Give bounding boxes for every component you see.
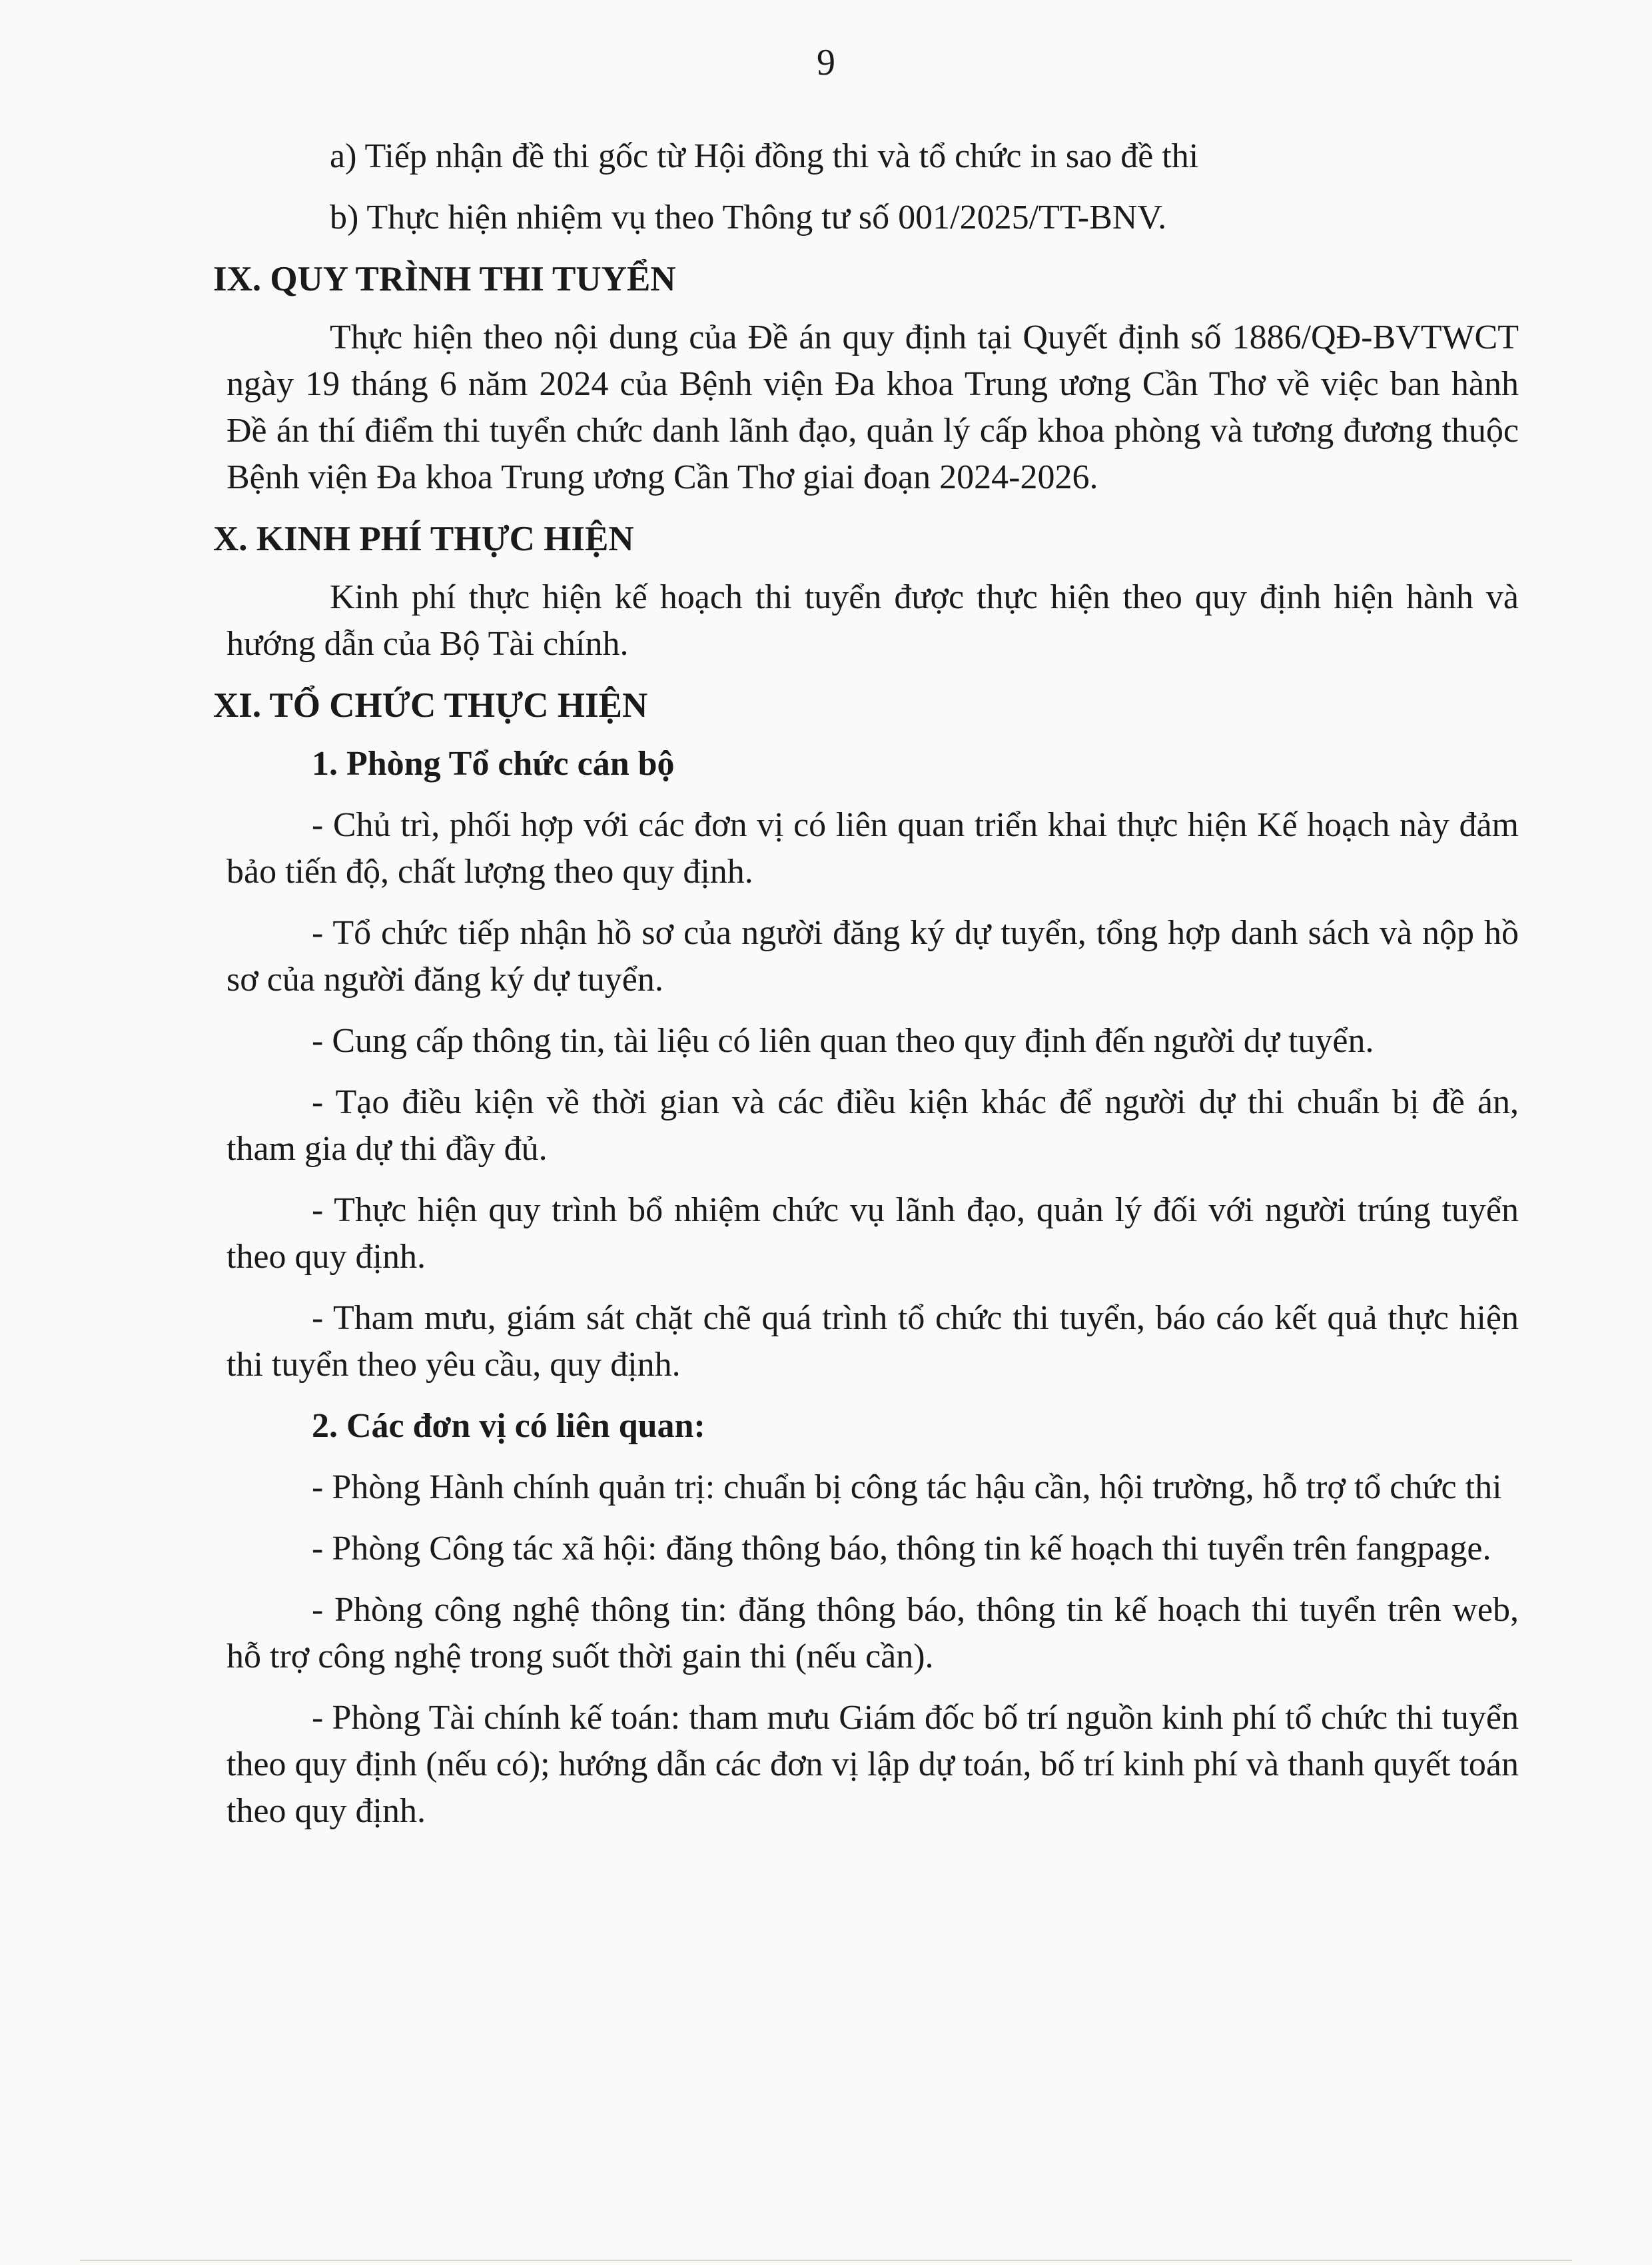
- item-a: a) Tiếp nhận đề thi gốc từ Hội đồng thi và tổ chức in sao đề thi: [330, 137, 1199, 175]
- page-number: 9: [817, 42, 835, 83]
- section-xi-heading: XI. TỔ CHỨC THỰC HIỆN: [213, 686, 648, 725]
- subsection-2-bullet: - Phòng công nghệ thông tin: đăng thông báo, thông tin kế hoạch thi tuyển trên web, hỗ trợ công nghệ trong suốt thời gain thi (nếu cần).: [226, 1591, 1519, 1675]
- page-bottom-edge: [80, 2260, 1572, 2261]
- subsection-1-bullet: - Tổ chức tiếp nhận hồ sơ của người đăng ký dự tuyển, tổng hợp danh sách và nộp hồ sơ của người đăng ký dự tuyển.: [226, 914, 1519, 999]
- item-b: b) Thực hiện nhiệm vụ theo Thông tư số 001/2025/TT-BNV.: [330, 199, 1167, 236]
- subsection-2-bullet: - Phòng Công tác xã hội: đăng thông báo, thông tin kế hoạch thi tuyển trên fangpage.: [312, 1530, 1491, 1568]
- subsection-2-bullet: - Phòng Hành chính quản trị: chuẩn bị công tác hậu cần, hội trường, hỗ trợ tổ chức thi: [312, 1468, 1502, 1506]
- subsection-1-heading: 1. Phòng Tổ chức cán bộ: [312, 745, 675, 783]
- subsection-2-heading: 2. Các đơn vị có liên quan:: [312, 1407, 705, 1445]
- section-x-text: Kinh phí thực hiện kế hoạch thi tuyển được thực hiện theo quy định hiện hành và hướng dẫn của Bộ Tài chính.: [226, 578, 1519, 663]
- section-ix-text: Thực hiện theo nội dung của Đề án quy định tại Quyết định số 1886/QĐ-BVTWCT ngày 19 tháng 6 năm 2024 của Bệnh viện Đa khoa Trung ương Cần Thơ về việc ban hành Đề án thí điểm thi tuyển chức danh lãnh đạo, quản lý cấp khoa phòng và tương đương thuộc Bệnh viện Đa khoa Trung ương Cần Thơ giai đoạn 2024-2026.: [226, 318, 1519, 496]
- subsection-1-bullet: - Tham mưu, giám sát chặt chẽ quá trình tổ chức thi tuyển, báo cáo kết quả thực hiện thi tuyển theo yêu cầu, quy định.: [226, 1299, 1519, 1384]
- subsection-1-bullet: - Thực hiện quy trình bổ nhiệm chức vụ lãnh đạo, quản lý đối với người trúng tuyển theo quy định.: [226, 1191, 1519, 1276]
- document-body: [213, 133, 1519, 1849]
- section-ix-heading: IX. QUY TRÌNH THI TUYỂN: [213, 260, 676, 298]
- subsection-1-bullet: - Cung cấp thông tin, tài liệu có liên quan theo quy định đến người dự tuyển.: [312, 1022, 1374, 1060]
- section-x-heading: X. KINH PHÍ THỰC HIỆN: [213, 520, 634, 558]
- subsection-1-bullet: - Tạo điều kiện về thời gian và các điều kiện khác để người dự thi chuẩn bị đề án, tham gia dự thi đầy đủ.: [226, 1083, 1519, 1168]
- subsection-2-bullet: - Phòng Tài chính kế toán: tham mưu Giám đốc bố trí nguồn kinh phí tổ chức thi tuyển theo quy định (nếu có); hướng dẫn các đơn vị lập dự toán, bố trí kinh phí và thanh quyết toán theo quy định.: [226, 1699, 1519, 1830]
- subsection-1-bullet: - Chủ trì, phối hợp với các đơn vị có liên quan triển khai thực hiện Kế hoạch này đảm bảo tiến độ, chất lượng theo quy định.: [226, 806, 1519, 891]
